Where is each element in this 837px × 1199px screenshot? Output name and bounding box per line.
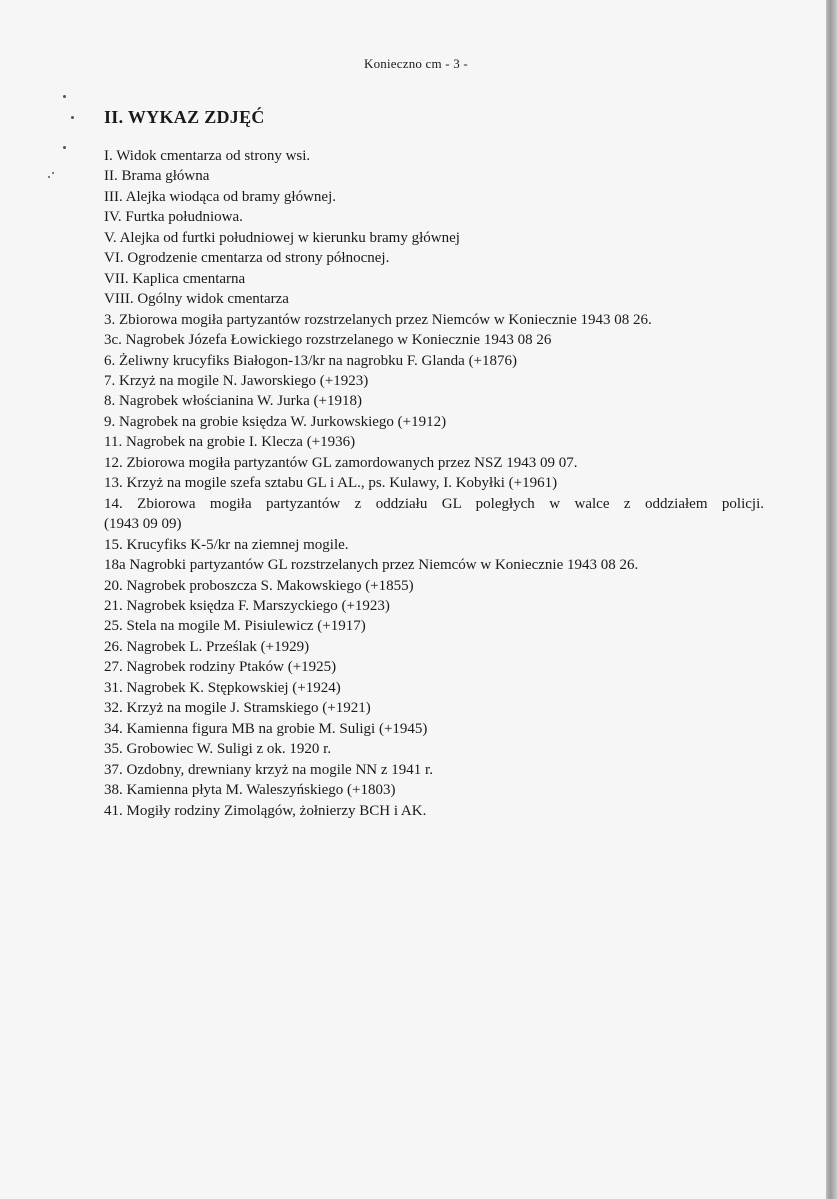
list-item: (1943 09 09) <box>104 516 182 533</box>
list-item: 34. Kamienna figura MB na grobie M. Suligi (+1945) <box>104 720 428 737</box>
list-item: 21. Nagrobek księdza F. Marszyckiego (+1923) <box>104 597 390 614</box>
list-item: 37. Ozdobny, drewniany krzyż na mogile NN z 1941 r. <box>104 761 433 778</box>
list-item: 3. Zbiorowa mogiła partyzantów rozstrzelanych przez Niemców w Koniecznie 1943 08 26. <box>104 311 652 328</box>
list-item: 18a Nagrobki partyzantów GL rozstrzelanych przez Niemców w Koniecznie 1943 08 26. <box>104 557 639 574</box>
list-item: 8. Nagrobek włościanina W. Jurka (+1918) <box>104 393 362 410</box>
page-header: Konieczno cm - 3 - <box>364 56 468 71</box>
list-item: 31. Nagrobek K. Stępkowskiej (+1924) <box>104 679 341 696</box>
list-item: V. Alejka od furtki południowej w kierunku bramy głównej <box>104 229 460 246</box>
list-item: 41. Mogiły rodziny Zimolągów, żołnierzy BCH i AK. <box>104 802 427 819</box>
list-item: 27. Nagrobek rodziny Ptaków (+1925) <box>104 659 337 676</box>
list-item: 11. Nagrobek na grobie I. Klecza (+1936) <box>104 434 356 451</box>
list-item: VIII. Ogólny widok cmentarza <box>104 291 289 308</box>
list-item: VII. Kaplica cmentarna <box>104 270 246 287</box>
list-item: 25. Stela na mogile M. Pisiulewicz (+1917) <box>104 618 366 635</box>
list-item: 32. Krzyż na mogile J. Stramskiego (+1921) <box>104 700 371 717</box>
list-item: 35. Grobowiec W. Suligi z ok. 1920 r. <box>104 741 332 758</box>
scan-edge <box>826 0 837 1199</box>
list-item: IV. Furtka południowa. <box>104 209 243 226</box>
list-item: 15. Krucyfiks K-5/kr na ziemnej mogile. <box>104 536 349 553</box>
list-item: 26. Nagrobek L. Prześlak (+1929) <box>104 638 310 655</box>
list-item: III. Alejka wiodąca od bramy głównej. <box>104 188 337 205</box>
list-item: II. Brama główna <box>104 168 210 185</box>
scan-speck <box>63 95 66 98</box>
list-item: 7. Krzyż na mogile N. Jaworskiego (+1923) <box>104 372 369 389</box>
list-item: 6. Żeliwny krucyfiks Białogon-13/kr na nagrobku F. Glanda (+1876) <box>104 352 518 369</box>
list-item: 9. Nagrobek na grobie księdza W. Jurkowskiego (+1912) <box>104 413 447 430</box>
list-item: 20. Nagrobek proboszcza S. Makowskiego (+1855) <box>104 577 414 594</box>
photo-list <box>104 146 764 821</box>
section-title: II. WYKAZ ZDJĘĆ <box>104 107 265 127</box>
list-item: 3c. Nagrobek Józefa Łowickiego rozstrzelanego w Koniecznie 1943 08 26 <box>104 332 552 349</box>
scan-speck <box>71 116 74 119</box>
list-item: I. Widok cmentarza od strony wsi. <box>104 148 311 164</box>
list-item: 13. Krzyż na mogile szefa sztabu GL i AL., ps. Kulawy, I. Kobyłki (+1961) <box>104 475 558 492</box>
list-item: 12. Zbiorowa mogiła partyzantów GL zamordowanych przez NSZ 1943 09 07. <box>104 454 578 471</box>
scan-speck <box>63 146 66 149</box>
scan-speck <box>52 172 54 174</box>
list-item: 14. Zbiorowa mogiła partyzantów z oddziału GL poległych w walce z oddziałem policji. <box>104 495 764 512</box>
list-item: VI. Ogrodzenie cmentarza od strony północnej. <box>104 250 390 267</box>
list-item: 38. Kamienna płyta M. Waleszyńskiego (+1803) <box>104 782 396 799</box>
scan-speck <box>48 176 50 178</box>
